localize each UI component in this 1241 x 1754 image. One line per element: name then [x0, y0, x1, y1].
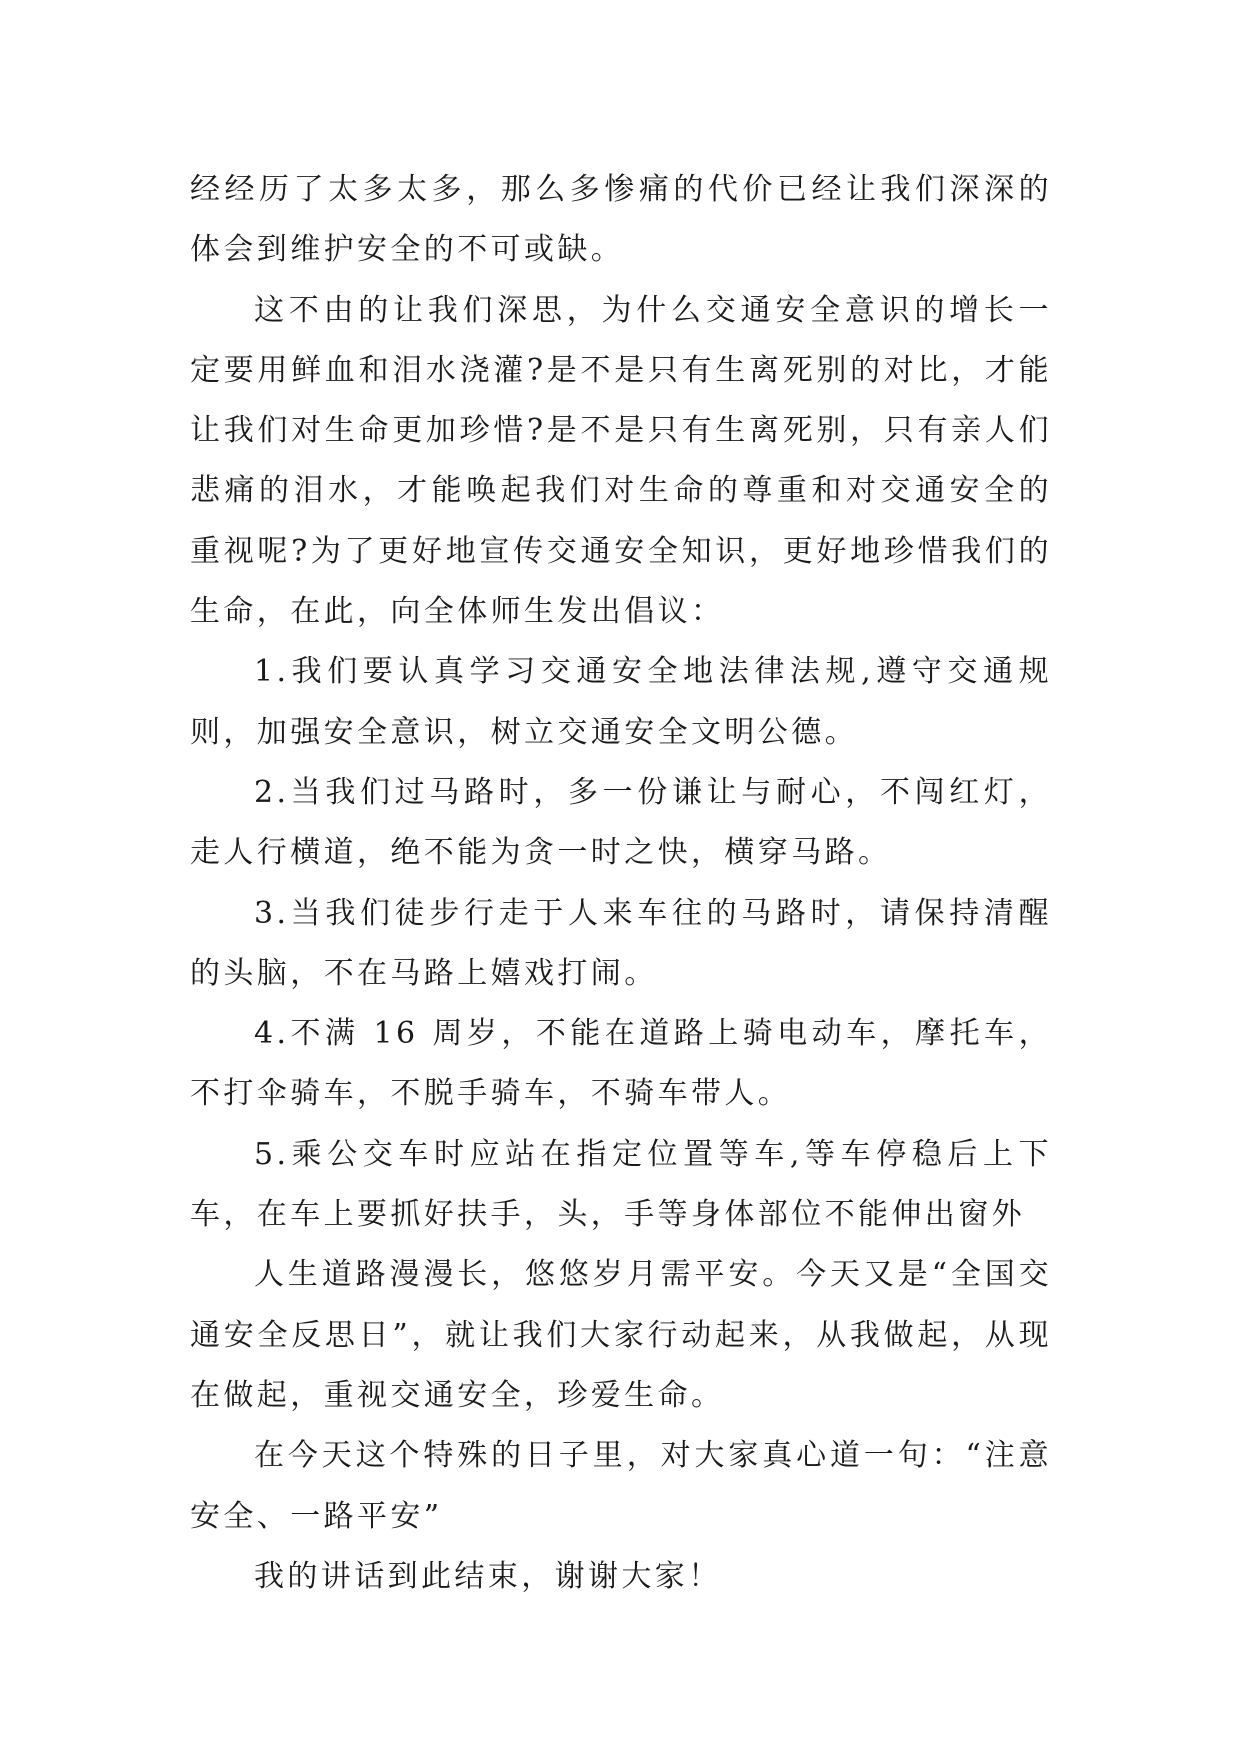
proposal-item-2: 2.当我们过马路时，多一份谦让与耐心，不闯红灯，走人行横道，绝不能为贪一时之快，横穿马路。 [190, 774, 1052, 871]
proposal-item-1: 1.我们要认真学习交通安全地法律法规,遵守交通规则，加强安全意识，树立交通安全文明公德。 [190, 654, 1052, 750]
paragraph-closing: 我的讲话到此结束，谢谢大家！ [254, 1558, 722, 1594]
paragraph-reflection: 这不由的让我们深思，为什么交通安全意识的增长一定要用鲜血和泪水浇灌?是不是只有生离死别的对比，才能让我们对生命更加珍惜?是不是只有生离死别，只有亲人们悲痛的泪水，才能唤起我们对生命的尊重和对交通安全的重视呢?为了更好地宣传交通安全知识，更好地珍惜我们的生命，在此，向全体师生发出倡议： [190, 292, 1052, 630]
paragraph-blessing: 在今天这个特殊的日子里，对大家真心道一句：“注意安全、一路平安” [190, 1438, 1052, 1534]
document-body [190, 160, 1052, 1607]
proposal-item-3: 3.当我们徒步行走于人来车往的马路时，请保持清醒的头脑，不在马路上嬉戏打闹。 [190, 895, 1052, 991]
paragraph-continuation: 经经历了太多太多，那么多惨痛的代价已经让我们深深的体会到维护安全的不可或缺。 [190, 172, 1052, 268]
proposal-item-5: 5.乘公交车时应站在指定位置等车,等车停稳后上下车，在车上要抓好扶手，头，手等身体部位不能伸出窗外 [190, 1136, 1052, 1233]
proposal-item-4: 4.不满 16 周岁，不能在道路上骑电动车，摩托车，不打伞骑车，不脱手骑车，不骑车带人。 [190, 1016, 1052, 1112]
paragraph-call-to-action: 人生道路漫漫长，悠悠岁月需平安。今天又是“全国交通安全反思日”，就让我们大家行动起来，从我做起，从现在做起，重视交通安全，珍爱生命。 [190, 1257, 1052, 1413]
